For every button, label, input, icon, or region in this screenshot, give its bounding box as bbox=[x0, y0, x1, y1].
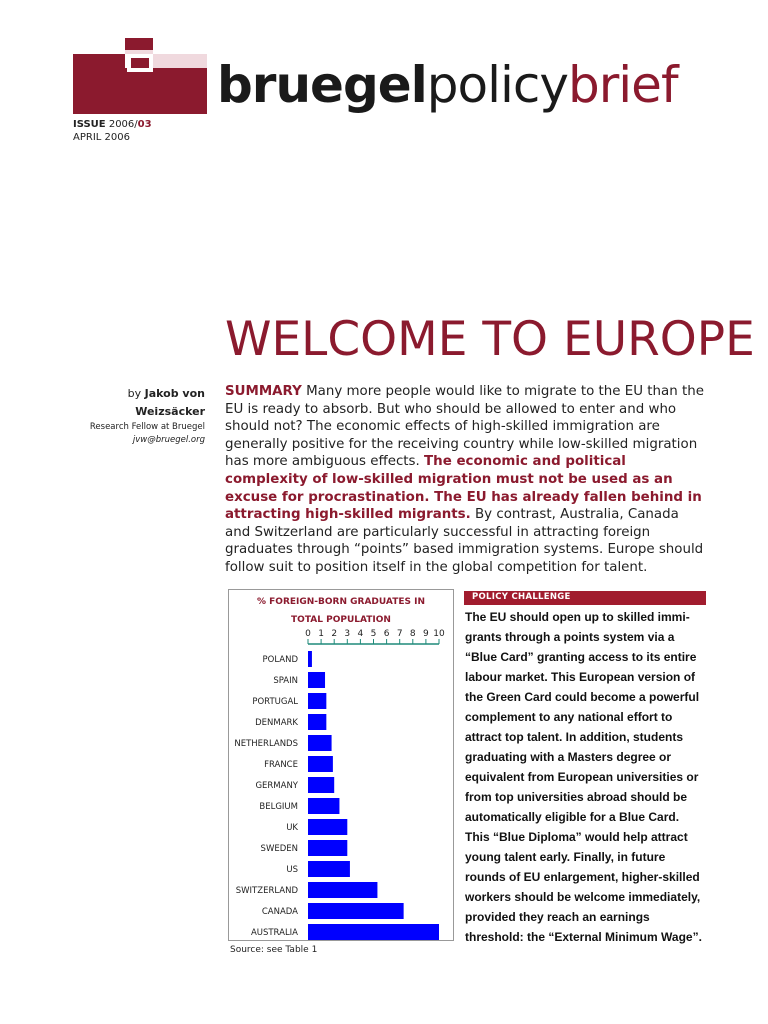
category-label: UK bbox=[286, 823, 298, 833]
bar-switzerland bbox=[308, 882, 377, 898]
category-label: PORTUGAL bbox=[252, 697, 298, 707]
x-tick-label: 9 bbox=[423, 629, 429, 639]
category-label: BELGIUM bbox=[259, 802, 298, 812]
bar-chart bbox=[228, 589, 454, 941]
bar-canada bbox=[308, 903, 404, 919]
issue-year: 2006/ bbox=[108, 119, 138, 130]
bruegel-logo bbox=[73, 38, 207, 116]
bar-belgium bbox=[308, 798, 339, 814]
summary-label: SUMMARY bbox=[225, 384, 302, 399]
author-by: by bbox=[127, 387, 142, 400]
chart-source: Source: see Table 1 bbox=[230, 945, 318, 955]
category-label: US bbox=[286, 865, 298, 875]
author-name-first: Jakob von bbox=[144, 387, 205, 400]
brand-bold: bruegel bbox=[217, 56, 427, 114]
summary-highlight: The economic and political complexity of low-skilled migration must not be used as an excuse for procrastination. The EU has already fallen behind in attracting high-skilled migrants. bbox=[225, 454, 702, 523]
author-name-last: Weizsäcker bbox=[135, 405, 205, 418]
x-tick-label: 1 bbox=[318, 629, 324, 639]
brand-title bbox=[217, 56, 678, 114]
bar-france bbox=[308, 756, 333, 772]
bar-spain bbox=[308, 672, 325, 688]
policy-challenge-label: POLICY CHALLENGE bbox=[472, 592, 571, 602]
bar-netherlands bbox=[308, 735, 332, 751]
x-tick-label: 4 bbox=[357, 629, 364, 639]
bar-germany bbox=[308, 777, 334, 793]
category-label: CANADA bbox=[261, 907, 298, 917]
policy-challenge-text: The EU should open up to skilled immigrants through a points system via a “Blue Card” granting access to its entire labour market. This European version of the Green Card could become a powerful complement to any national effort to attract top talent. In addition, students graduating with a Masters degree or equivalent from European universities or from top universities abroad should be automatically eligible for a Blue Card. This “Blue Diploma” would help attract young talent early. Finally, in future rounds of EU enlargement, higher-skilled workers should be welcome immediately, provided they reach an earnings threshold: the “External Minimum Wage”. bbox=[465, 610, 702, 944]
bar-sweden bbox=[308, 840, 347, 856]
bar-us bbox=[308, 861, 350, 877]
x-tick-label: 8 bbox=[409, 629, 416, 639]
x-tick-label: 7 bbox=[396, 629, 403, 639]
author-role: Research Fellow at Bruegel bbox=[89, 422, 205, 432]
chart-title-line2: TOTAL POPULATION bbox=[291, 615, 391, 625]
bar-australia bbox=[308, 924, 439, 940]
bar-portugal bbox=[308, 693, 326, 709]
author-block bbox=[55, 385, 205, 447]
category-label: POLAND bbox=[262, 655, 298, 665]
category-label: AUSTRALIA bbox=[250, 928, 298, 938]
x-tick-label: 0 bbox=[305, 629, 311, 639]
x-tick-label: 5 bbox=[370, 629, 377, 639]
bar-poland bbox=[308, 651, 312, 667]
category-label: SWEDEN bbox=[260, 844, 298, 854]
author-email[interactable]: jvw@bruegel.org bbox=[132, 435, 205, 445]
issue-number: 03 bbox=[137, 119, 152, 130]
summary-text-1: Many more people would like to migrate to the EU than the EU is ready to absorb. But who should be allowed to enter and who should not? The economic effects of high-skilled immigration are generally positive for the receiving country while low-skilled migration has more ambiguous effects. bbox=[225, 384, 704, 470]
x-tick-label: 2 bbox=[331, 629, 338, 639]
x-tick-label: 6 bbox=[383, 629, 390, 639]
summary-paragraph bbox=[225, 383, 705, 577]
issue-info bbox=[73, 118, 152, 144]
x-tick-label: 3 bbox=[344, 629, 351, 639]
category-label: SPAIN bbox=[273, 676, 298, 686]
x-tick-label: 10 bbox=[433, 629, 445, 639]
summary-text-2: By contrast, Australia, Canada and Switzerland are particularly successful in attracting foreign graduates through “points” based immigration systems. Europe should follow suit to position itself in the global competition for talent. bbox=[225, 507, 704, 575]
bar-denmark bbox=[308, 714, 326, 730]
issue-label: ISSUE bbox=[73, 119, 106, 130]
brand-mid: policy bbox=[426, 56, 568, 114]
category-label: FRANCE bbox=[264, 760, 298, 770]
category-label: NETHERLANDS bbox=[234, 739, 298, 749]
chart-title-line1: % FOREIGN-BORN GRADUATES IN bbox=[257, 597, 425, 607]
bar-uk bbox=[308, 819, 347, 835]
category-label: GERMANY bbox=[255, 781, 298, 791]
category-label: SWITZERLAND bbox=[235, 886, 298, 896]
issue-date: APRIL 2006 bbox=[73, 132, 130, 143]
brand-end: brief bbox=[568, 56, 678, 114]
page-title: WELCOME TO EUROPE bbox=[225, 312, 755, 367]
category-label: DENMARK bbox=[255, 718, 298, 728]
